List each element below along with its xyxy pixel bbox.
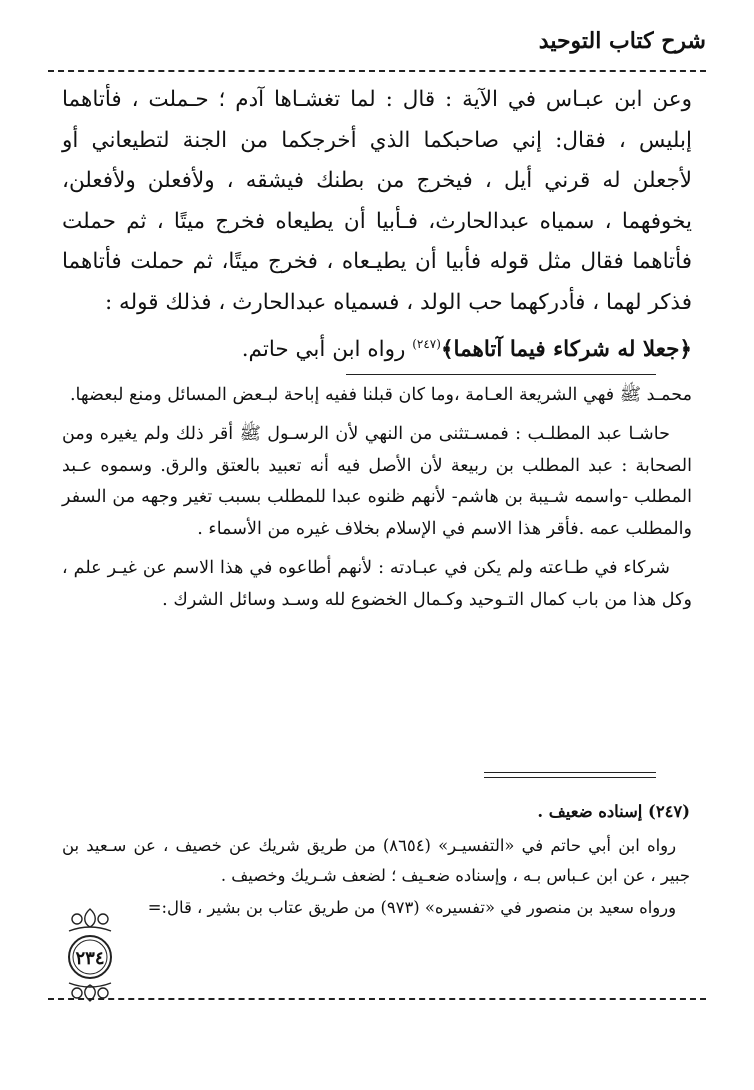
footnote-paragraph-1: رواه ابن أبي حاتم في «التفسيـر» (٨٦٥٤) من طريق شريك عن خصيف ، عن سـعيد بن جبير ، عن ابن عـباس بـه ، وإسناده ضعـيف ؛ لضعف شـريك وخصيف . bbox=[62, 836, 690, 885]
footnote-divider bbox=[484, 772, 656, 773]
commentary bbox=[62, 380, 692, 624]
main-paragraph bbox=[62, 80, 692, 370]
commentary-paragraph-3: شركاء في طـاعته ولم يكن في عبـادته : لأنهم أطاعوه في هذا الاسم عن غيـر علم ، وكل هذا من باب كمال التـوحيد وكـمال الخضوع لله وسـد وسائل الشرك . bbox=[62, 557, 692, 610]
commentary-paragraph-2: حاشـا عبد المطلـب : فمسـتثنى من النهي لأن الرسـول ﷺ أقر ذلك ولم يغيره ومن الصحابة : عبد المطلب بن ربيعة لأن الأصل فيه أنه تعبيد بالعتق والرق. وسموه عـبد المطلب -واسمه شـيبة بن هاشم- لأنهم ظنوه عبدا للمطلب بسبب تغير وجهه من السفر والمطلب عمه .فأقر هذا الاسم في الإسلام بخلاف غيره من الأسماء . bbox=[62, 423, 692, 540]
page-header-title: شرح كتاب التوحيد bbox=[538, 28, 706, 54]
main-text bbox=[62, 80, 692, 370]
quran-verse: ﴿جعلا له شركاء فيما آتاهما﴾ bbox=[440, 336, 692, 362]
header-divider bbox=[48, 70, 706, 72]
footer-divider bbox=[48, 998, 706, 1000]
footnote-ref: (٢٤٧) bbox=[412, 336, 441, 351]
footnote-paragraph-2: ورواه سعيد بن منصور في «تفسيره» (٩٧٣) من طريق عتاب بن بشير ، قال:= bbox=[147, 898, 676, 917]
page-number-ornament bbox=[55, 905, 125, 1005]
footnote-divider-2 bbox=[484, 777, 656, 778]
footnotes bbox=[62, 797, 690, 923]
main-divider bbox=[346, 374, 656, 375]
page-number: ٢٣٤ bbox=[75, 948, 105, 969]
main-paragraph-body: وعن ابن عبـاس في الآية : قال : لما تغشـاها آدم ؛ حـملت ، فأتاهما إبليس ، فقال: إني صاحبكما الذي أخرجكما من الجنة لتطيعاني أو لأجعلن له قرني أيل ، فيخرج من بطنك فيشقه ، ولأفعلن ولأفعلن، يخوفهما ، سمياه عبدالحارث، فـأبيا أن يطيعاه فخرج ميتًا ، ثم حملت فأتاهما فقال مثل قوله فأبيا أن يطيـعاه ، فخرج ميتًا، ثم حملت فأتاهما فذكر لهما ، فأدركهما حب الولد ، فسمياه عبدالحارث ، فذلك قوله : bbox=[62, 87, 692, 315]
main-closing: رواه ابن أبي حاتم. bbox=[241, 336, 406, 362]
footnote-heading: (٢٤٧) إسناده ضعيف . bbox=[537, 802, 690, 821]
commentary-paragraph-1: محمـد ﷺ فهي الشريعة العـامة ،وما كان قبلنا ففيه إباحة لبـعض المسائل ومنع لبعضها. bbox=[69, 385, 692, 405]
